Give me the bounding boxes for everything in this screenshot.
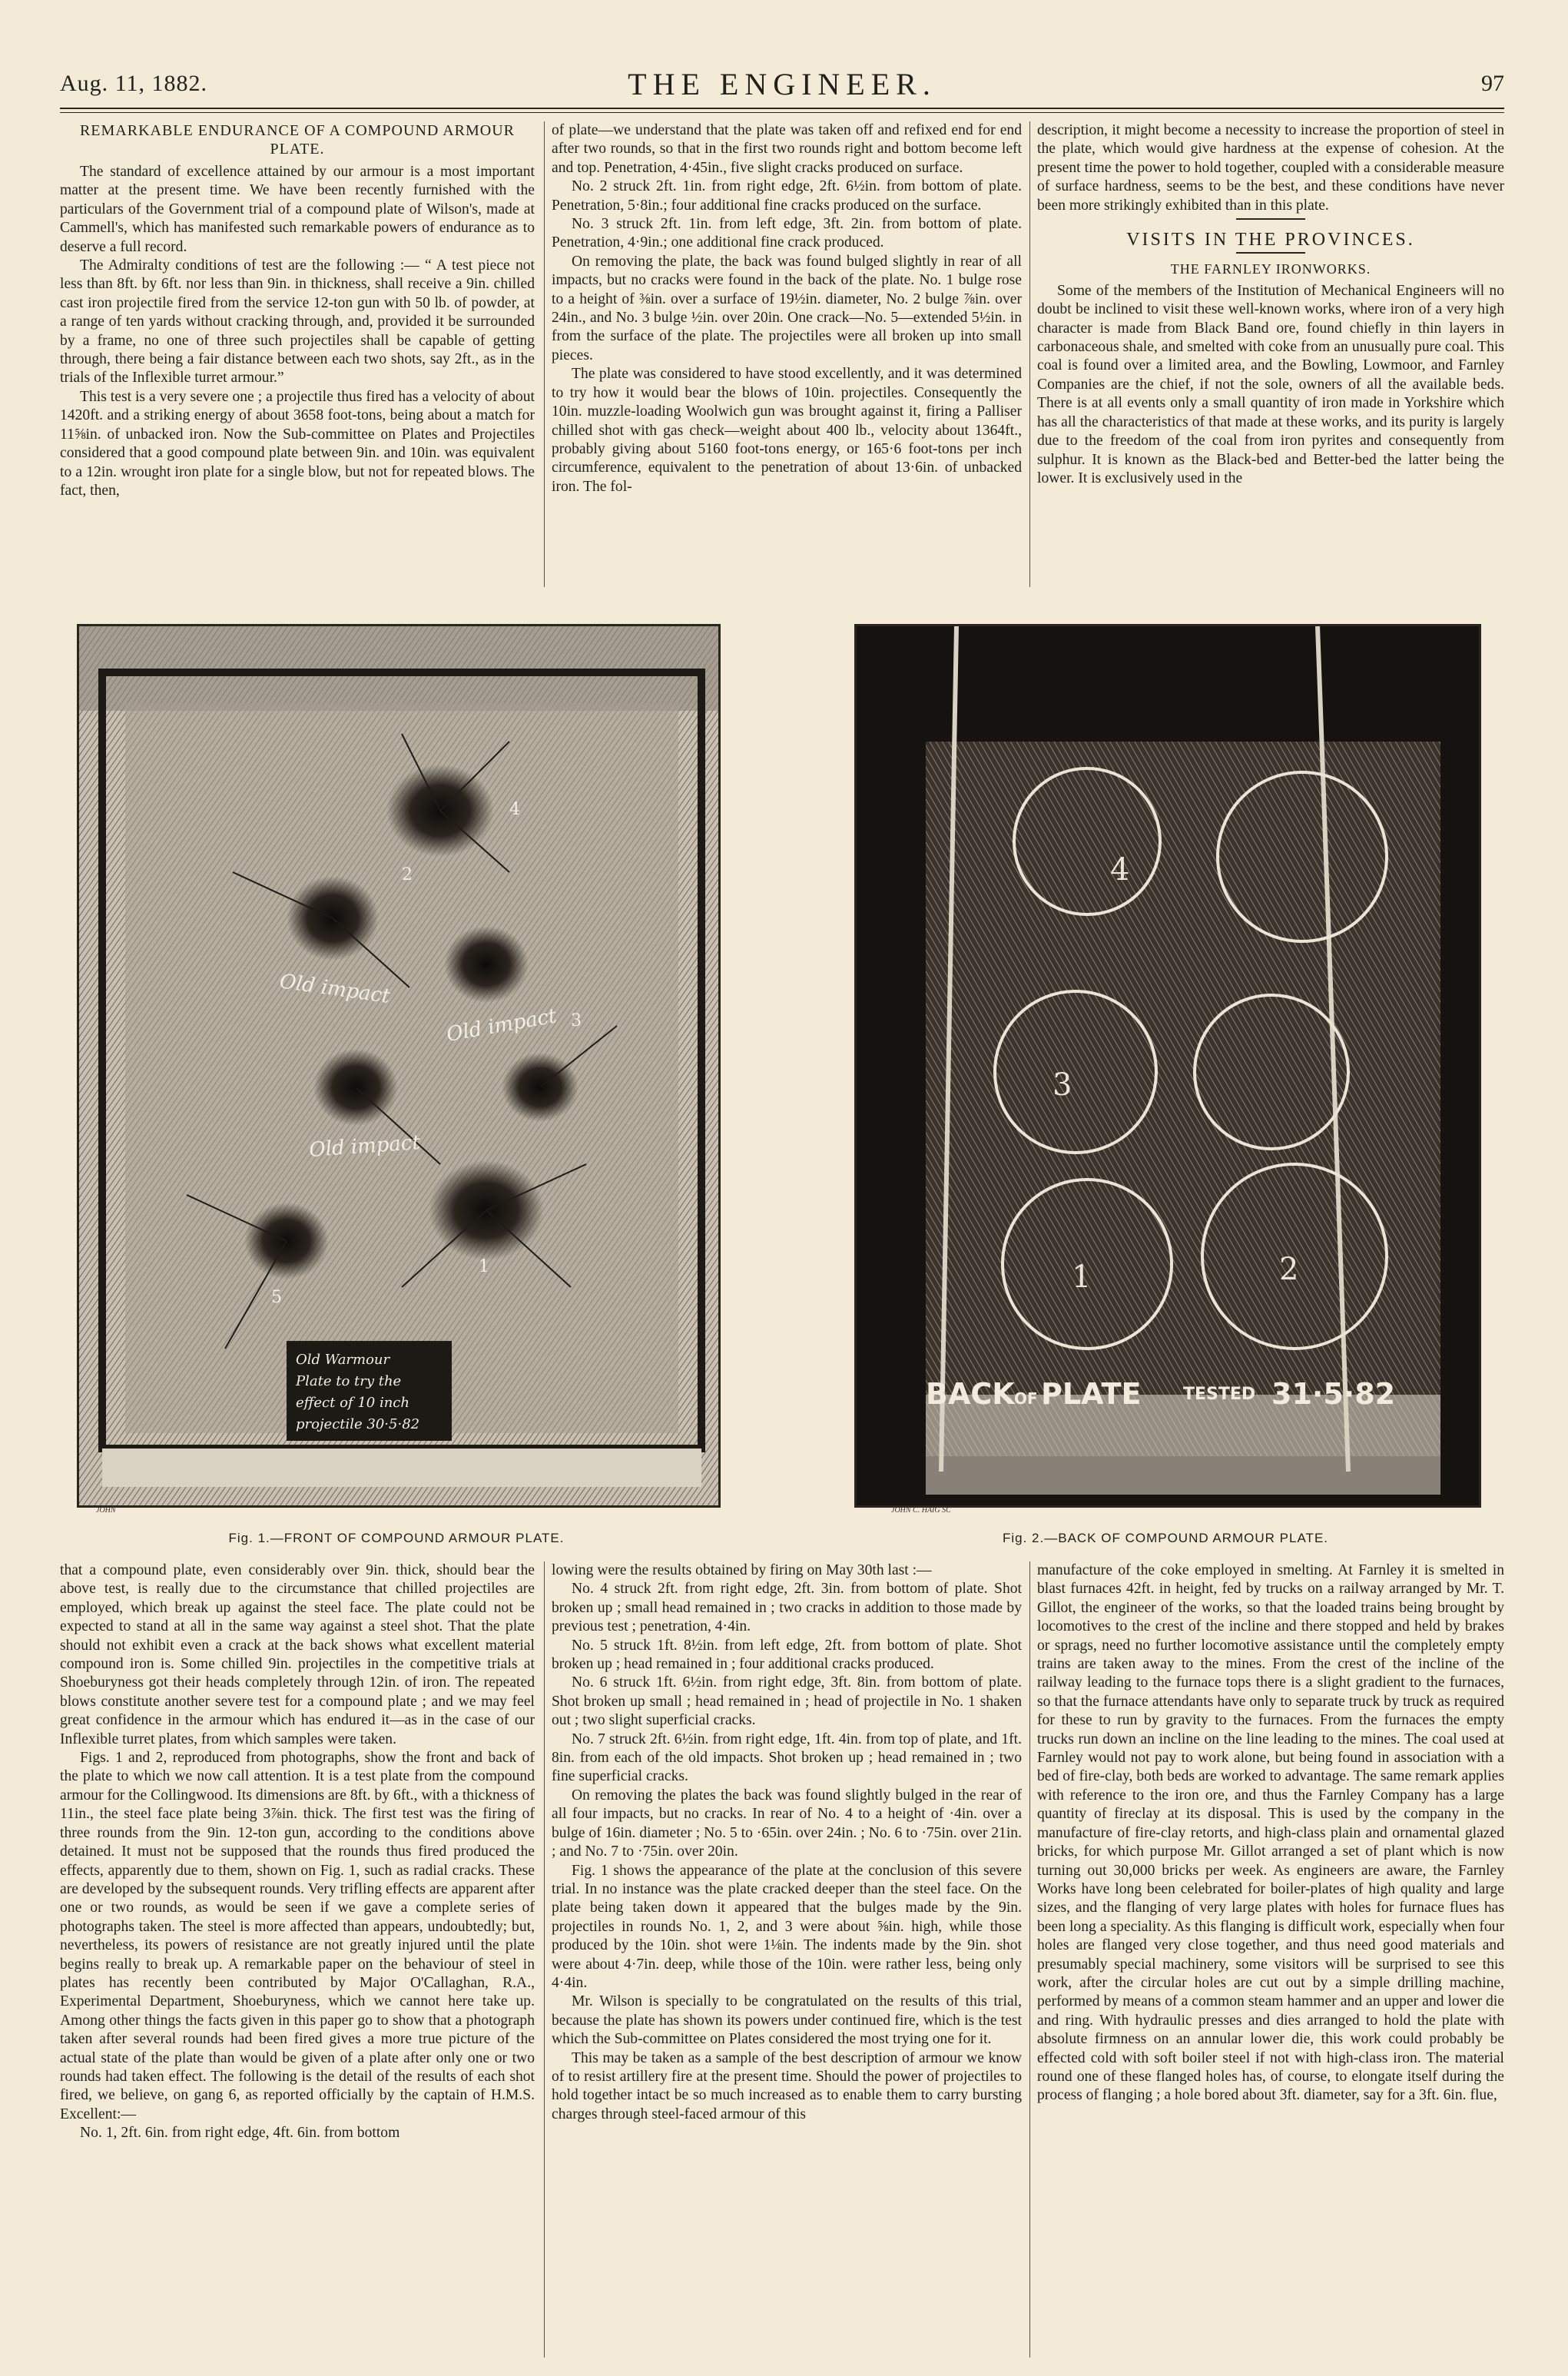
top-column-1 — [60, 121, 535, 589]
bulge-number: 3 — [1053, 1067, 1072, 1103]
paragraph: manufacture of the coke employed in smelting. At Farnley it is smelted in blast furnaces 42ft. in height, fed by trucks on a railway arranged by Mr. T. Gillot, the engineer of the works, so that the loaded trains being brought by locomotives to the crest of the incline and there stopped and held by brakes or sprags, need no further locomotive assistance until the completely empty trains are taken away to the mines. From the crest of the incline of the railway leading to the furnace tops there is a slight gradient to the furnaces, so that the furnace attendants have only to separate truck by truck as required for these to run by gravity to the furnaces. From the furnaces the empty trucks run down an incline on the line leading to the mines. The coal used at Farnley would not pay to work alone, but being found in association with a bed of fire-clay, both beds are worked to advantage. The same remark applies with reference to the iron ore, and thus the Farnley Company has a large quantity of fireclay at its disposal. This is used by the company in the manufacture of fire-clay retorts, and high-class plain and ornamental glazed bricks, for which purpose Mr. Gillot arranged a set of plant which is now turning out 30,000 bricks per week. As engineers are aware, the Farnley Works have long been celebrated for boiler-plates of high quality and large sizes, and the flanging of very large plates with holes for furnace flues has been long a speciality. As this flanging is difficult work, especially when four holes are flanged very close together, and thus need good materials and presumably special machinery, some visitors will be surprised to see this work, after the circular holes are cut out by a simple drilling machine, performed by means of a common steam hammer and an upper and lower die and ring. With hydraulic presses and dies arranged to hold the plate with absolute firmness on an annular lower die, this work could probably be effected cold with soft boiler steel if not with high-class iron. The material round one of these flanged holes has, of course, to elongate itself during the process of flanging ; a hole bored about 3ft. diameter, say for a 3ft. 6in. flue, — [1037, 1562, 1504, 2104]
column-divider — [1029, 121, 1030, 587]
paragraph: lowing were the results obtained by firing on May 30th last :— — [552, 1562, 932, 1578]
label-line: projectile 30·5·82 — [296, 1416, 420, 1432]
engraver-signature: JOHN — [96, 1506, 116, 1515]
paragraph: Figs. 1 and 2, reproduced from photographs, show the front and back of the plate to which we now call attention. It is a test plate from the compound armour for the Collingwood. Its dimensions are 8ft. by 6ft., with a thickness of 11in., the steel face plate being 3⅞in. thick. The first test was the firing of three rounds from the 9in. 12-ton gun, according to the conditions above detained. It must not be supposed that the rounds thus fired produced the effects, apparently due to them, shown on Fig. 1, such as radial cracks. These are developed by the subsequent rounds. Very trifling effects are apparent after one or two rounds, as would be seen if we gave a complete series of photographs taken. The steel is more affected than appears, undoubtedly; but, nevertheless, its powers of resistance are not greatly injured until the plate begins really to break up. A remarkable paper on the behaviour of steel in plates has recently been contributed by Major O'Callaghan, R.A., Experimental Department, Shoeburyness, which we cannot here take up. Among other things the facts given in this paper go to show that a photograph taken after several rounds had been fired gives a more true picture of the actual state of the plate than would be given of a plate after only one or two rounds had taken effect. The following is the detail of the results of each shot fired, we believe, on gang 6, as reported officially by the captain of H.M.S. Excellent:— — [60, 1750, 535, 2122]
paragraph: of plate—we understand that the plate was taken off and refixed end for end after two rounds, so that in the first two rounds right and bottom become left and top. Penetration, 4·45in., five slight cracks produced on surface. — [552, 122, 1022, 176]
column-divider — [544, 121, 545, 587]
paragraph: No. 6 struck 1ft. 6½in. from right edge, 3ft. 8in. from bottom of plate. Shot broken up small ; head remained in ; head of projectile in No. 1 shaken out ; two slight superficial cracks. — [552, 1674, 1022, 1729]
section-heading-visits: VISITS IN THE PROVINCES. — [1126, 230, 1415, 251]
stencil-of: OF — [1014, 1389, 1038, 1408]
issue-date: Aug. 11, 1882. — [60, 71, 208, 96]
handwritten-old-impact: Old impact — [308, 1130, 421, 1162]
paragraph: that a compound plate, even considerably over 9in. thick, should bear the above test, is really due to the circumstance that chilled projectiles are employed, which break up against the steel face. The plate could not be expected to stand at all in the same way against a steel shot. That the plate should not exhibit even a crack at the back shows what excellent material compound iron is. Some chilled 9in. projectiles in the competitive trials at Shoeburyness got their heads completely through 12in. of iron. The repeated blows constitute another severe test for a compound plate ; and we may feel great confidence in the armour which has endured it—as in the case of our Inflexible turret plates, from which samples were taken. — [60, 1562, 535, 1747]
paragraph: Fig. 1 shows the appearance of the plate at the conclusion of this severe trial. In no instance was the plate cracked deeper than the steel face. On the plate being taken down it appeared that the bulges made by the 9in. projectiles in rounds No. 1, 2, and 3 were about ⅝in. high, while those produced by the 10in. shot were 1⅛in. The indents made by the 9in. shot were about 4·7in. deep, while those of the 10in. were rather less, being only 4·4in. — [552, 1862, 1022, 1991]
paragraph: This may be taken as a sample of the best description of armour we know of to resist artillery fire at the present time. Should the power of projectiles to hold together intact be so much increased as to enable them to carry bursting charges through steel-faced armour of this — [552, 2049, 1022, 2122]
section-rule — [1236, 218, 1305, 220]
figure-1-caption: Fig. 1.—FRONT OF COMPOUND ARMOUR PLATE. — [228, 1531, 565, 1545]
back-plate-engraving — [857, 626, 1479, 1505]
stencil-plate: PLATE — [1041, 1377, 1142, 1411]
impact-number: 1 — [479, 1257, 489, 1276]
bottom-column-1 — [60, 1561, 535, 2361]
subheading-farnley: THE FARNLEY IRONWORKS. — [1170, 261, 1371, 277]
paragraph: The plate was considered to have stood excellently, and it was determined to try how it would bear the blows of 10in. projectiles. Consequently the 10in. muzzle-loading Woolwich gun was brought against it, firing a Palliser chilled shot with gas check—weight about 400 lb., velocity about 1364ft., probably giving about 5160 foot-tons energy, or 165·6 foot-tons per inch circumference, equivalent to the penetration of about 13·6in. of unbacked iron. The fol- — [552, 366, 1022, 495]
label-line: Plate to try the — [296, 1373, 402, 1389]
impact-number: 3 — [571, 1011, 582, 1030]
label-line: Old Warmour — [296, 1352, 390, 1368]
bottom-column-2 — [552, 1561, 1022, 2361]
article-heading-armour: REMARKABLE ENDURANCE OF A COMPOUND ARMOUR PLATE. — [79, 122, 515, 158]
masthead-rule — [60, 108, 1504, 109]
figure-2-caption: Fig. 2.—BACK OF COMPOUND ARMOUR PLATE. — [1002, 1531, 1329, 1545]
impact-number: 4 — [509, 800, 520, 819]
paragraph: This test is a very severe one ; a projectile thus fired has a velocity of about 1420ft. and a striking energy of about 3658 foot-tons, being about a match for 11⅝in. of unbacked iron. Now the Sub-committee on Plates and Projectiles considered that a good compound plate between 9in. and 10in. was equivalent to a 12in. wrought iron plate for a single blow, but not for repeated blows. The fact, then, — [60, 388, 535, 499]
top-column-2 — [552, 121, 1022, 589]
engraver-signature: JOHN C. HAIG SC — [891, 1506, 951, 1515]
paragraph: description, it might become a necessity to increase the proportion of steel in the plate, which would give hardness at the expense of cohesion. At the present time the power to hold together, coupled with a considerable measure of surface hardness, seems to be the best, and these conditions have never been more strikingly exhibited than in this plate. — [1037, 122, 1504, 214]
paragraph: No. 3 struck 2ft. 1in. from left edge, 3ft. 2in. from bottom of plate. Penetration, 4·9in.; one additional fine crack produced. — [552, 216, 1022, 251]
figure-front-of-plate — [77, 624, 721, 1508]
figure-back-of-plate — [854, 624, 1481, 1508]
publication-title: THE ENGINEER. — [628, 67, 936, 101]
paragraph: Mr. Wilson is specially to be congratulated on the results of this trial, because the plate has shown its powers under continued fire, which is the test which the Sub-committee on Plates considered the most trying one for it. — [552, 1993, 1022, 2048]
impact-number: 5 — [271, 1288, 282, 1307]
impact-number: 2 — [402, 865, 413, 884]
paragraph: No. 1, 2ft. 6in. from right edge, 4ft. 6in. from bottom — [80, 2125, 400, 2142]
handwritten-old-impact: Old impact — [445, 1004, 559, 1047]
stencil-date: 31·5·82 — [1271, 1377, 1396, 1411]
masthead-rule-thin — [60, 112, 1504, 113]
paragraph: On removing the plates the back was found slightly bulged in the rear of all four impacts, but no cracks. In rear of No. 4 to a height of ·4in. over a bulge of 16in. diameter ; No. 5 to ·65in. over 24in. ; No. 6 to ·75in. over 21in. ; and No. 7 to ·75in. over 20in. — [552, 1787, 1022, 1860]
masthead — [60, 66, 1504, 112]
paragraph: No. 7 struck 2ft. 6½in. from right edge, 1ft. 4in. from top of plate, and 1ft. 8in. from each of the old impacts. Shot broken up ; head remained in ; two fine superficial cracks. — [552, 1731, 1022, 1785]
front-plate-engraving — [79, 626, 718, 1505]
section-rule — [1236, 252, 1305, 254]
paragraph: The Admiralty conditions of test are the following :— “ A test piece not less than 8ft. by 6ft. nor less than 9in. in thickness, shall receive a 9in. chilled cast iron projectile fired from the service 12-ton gun with 50 lb. of powder, at a range of ten yards without cracking through, and, provided it be surrounded by a frame, no one of three such projectiles shall be capable of getting through, there being a fair distance between each two shots, say 2ft., as in the trials of the Inflexible turret armour.” — [60, 257, 535, 387]
plate-label-board — [287, 1341, 452, 1441]
column-divider — [544, 1561, 545, 2358]
paragraph: The standard of excellence attained by our armour is a most important matter at the present time. We have been recently furnished with the particulars of the Government trial of a compound plate of Wilson's, made at Cammell's, which has manifested such remarkable powers of endurance as to deserve a full record. — [60, 164, 535, 255]
paragraph: On removing the plate, the back was found bulged slightly in rear of all impacts, but no cracks were found in the back of the plate. No. 1 bulge rose to a height of ⅜in. over a surface of 19½in. diameter, No. 2 bulge ⅞in. over 24in., and No. 3 bulge ½in. over 20in. One crack—No. 5—extended 5½in. in from the surface of the plate. The projectiles were all broken up into small pieces. — [552, 253, 1022, 363]
stencil-back: BACK — [926, 1377, 1015, 1411]
bulge-number: 4 — [1110, 852, 1130, 888]
bulge-number: 2 — [1279, 1252, 1299, 1287]
paragraph: No. 5 struck 1ft. 8½in. from left edge, 2ft. from bottom of plate. Shot broken up ; head remained in ; four additional cracks produced. — [552, 1637, 1022, 1673]
stencil-tested: TESTED — [1183, 1385, 1256, 1404]
bulge-number: 1 — [1072, 1259, 1092, 1295]
column-divider — [1029, 1561, 1030, 2358]
label-line: effect of 10 inch — [296, 1395, 409, 1411]
paragraph: Some of the members of the Institution of Mechanical Engineers will no doubt be inclined to visit these well-known works, where iron of a very high character is made from Black Band ore, found chiefly in thin layers in carbonaceous shale, and smelted with coke from an unusually pure coal. This coal is found over a limited area, and the Bowling, Lowmoor, and Farnley Companies are the chief, if not the sole, owners of all the available beds. There is at all events only a small quantity of iron made in Yorkshire which has all the characteristics of that made at these works, and its purity is largely due to the freedom of the coal from iron pyrites and consequently from sulphur. It is known as the Black-bed and Better-bed the latter being the lower. It is exclusively used in the — [1037, 282, 1504, 486]
bottom-column-3 — [1037, 1561, 1504, 2361]
page-number: 97 — [1481, 71, 1504, 96]
paragraph: No. 4 struck 2ft. from right edge, 2ft. 3in. from bottom of plate. Shot broken up ; small head remained in ; two cracks in addition to those made by previous test ; penetration, 4·4in. — [552, 1581, 1022, 1635]
top-column-3 — [1037, 121, 1504, 589]
paragraph: No. 2 struck 2ft. 1in. from right edge, 2ft. 6½in. from bottom of plate. Penetration, 5·8in.; four additional fine cracks produced on the surface. — [552, 178, 1022, 214]
handwritten-old-impact: Old impact — [278, 970, 392, 1009]
